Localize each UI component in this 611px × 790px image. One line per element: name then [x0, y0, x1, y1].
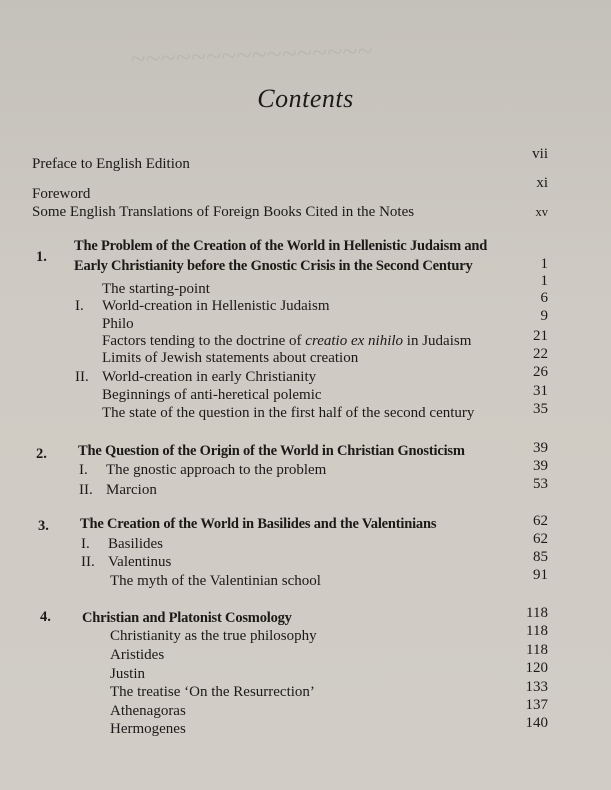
- chapter-1-number: 1.: [36, 249, 47, 265]
- toc-entry-justin: Justin: [110, 666, 146, 682]
- chapter-3-page: 62: [533, 513, 548, 529]
- toc-page-state-of-question: 35: [533, 401, 548, 417]
- toc-entry-limits: Limits of Jewish statements about creation: [102, 350, 359, 366]
- toc-page-true-philosophy: 118: [526, 623, 548, 639]
- chapter-4-page: 118: [526, 605, 548, 621]
- toc-entry-valentinian-myth: The myth of the Valentinian school: [110, 573, 321, 589]
- toc-entry-preface: Preface to English Edition: [32, 156, 190, 172]
- toc-page-beginnings: 31: [533, 383, 548, 399]
- toc-page-world-creation-christianity: 26: [533, 364, 548, 380]
- chapter-2-part-2-numeral: II.: [79, 482, 93, 498]
- toc-entry-world-creation-christianity: World-creation in early Christianity: [102, 369, 317, 385]
- toc-entry-translations: Some English Translations of Foreign Books Cited in the Notes: [32, 204, 415, 220]
- toc-page-justin: 120: [525, 660, 548, 676]
- toc-page-marcion: 53: [533, 476, 548, 492]
- toc-page-factors: 21: [533, 328, 548, 344]
- chapter-4-title: Christian and Platonist Cosmology: [82, 610, 292, 626]
- toc-entry-on-the-resurrection: The treatise ‘On the Resurrection’: [110, 684, 315, 700]
- chapter-2-page: 39: [533, 440, 548, 456]
- page-title: Contents: [257, 84, 354, 113]
- toc-page-preface: vii: [532, 146, 548, 162]
- toc-entry-world-creation-judaism: World-creation in Hellenistic Judaism: [102, 298, 330, 314]
- chapter-3-number: 3.: [38, 518, 49, 534]
- toc-entry-valentinus: Valentinus: [108, 554, 172, 570]
- toc-page-athenagoras: 137: [525, 697, 548, 713]
- chapter-1-title-line-2: Early Christianity before the Gnostic Crisis in the Second Century: [74, 258, 473, 274]
- chapter-4-number: 4.: [40, 609, 51, 625]
- toc-entry-athenagoras: Athenagoras: [110, 703, 186, 719]
- toc-page-starting-point: 1: [540, 273, 548, 289]
- toc-entry-true-philosophy: Christianity as the true philosophy: [110, 628, 317, 644]
- show-through-text: ~~~~~~~~~~~~~~~~: [129, 35, 373, 76]
- toc-page-gnostic-approach: 39: [533, 458, 548, 474]
- toc-page-limits: 22: [533, 346, 548, 362]
- toc-entry-beginnings: Beginnings of anti-heretical polemic: [102, 387, 322, 403]
- toc-page-valentinus: 85: [533, 549, 548, 565]
- toc-page-philo: 9: [540, 308, 548, 324]
- toc-entry-basilides: Basilides: [108, 536, 163, 552]
- toc-entry-foreword: Foreword: [32, 186, 91, 202]
- toc-entry-state-of-question: The state of the question in the first half of the second century: [102, 405, 475, 421]
- chapter-1-part-2-numeral: II.: [75, 369, 89, 385]
- toc-entry-factors: Factors tending to the doctrine of creatio ex nihilo in Judaism: [102, 333, 472, 349]
- toc-page-valentinian-myth: 91: [533, 567, 548, 583]
- toc-entry-philo: Philo: [102, 316, 134, 332]
- toc-page-world-creation-judaism: 6: [540, 290, 548, 306]
- toc-entry-gnostic-approach: The gnostic approach to the problem: [106, 462, 327, 478]
- chapter-3-part-2-numeral: II.: [81, 554, 95, 570]
- toc-page-hermogenes: 140: [525, 715, 548, 731]
- toc-entry-starting-point: The starting-point: [102, 281, 210, 297]
- chapter-2-title: The Question of the Origin of the World in Christian Gnosticism: [78, 443, 465, 459]
- toc-entry-aristides: Aristides: [110, 647, 165, 663]
- chapter-1-part-1-numeral: I.: [75, 298, 84, 314]
- chapter-3-part-1-numeral: I.: [81, 536, 90, 552]
- toc-page-aristides: 118: [526, 642, 548, 658]
- chapter-2-part-1-numeral: I.: [79, 462, 88, 478]
- chapter-1-title-line-1: The Problem of the Creation of the World in Hellenistic Judaism and: [74, 238, 488, 254]
- toc-entry-marcion: Marcion: [106, 482, 157, 498]
- toc-entry-hermogenes: Hermogenes: [110, 721, 186, 737]
- toc-page-basilides: 62: [533, 531, 548, 547]
- chapter-1-page: 1: [540, 256, 548, 272]
- toc-page-on-the-resurrection: 133: [525, 679, 548, 695]
- toc-page-translations: xv: [535, 205, 548, 219]
- chapter-2-number: 2.: [36, 446, 47, 462]
- toc-page-foreword: xi: [536, 175, 548, 191]
- chapter-3-title: The Creation of the World in Basilides and the Valentinians: [80, 516, 437, 532]
